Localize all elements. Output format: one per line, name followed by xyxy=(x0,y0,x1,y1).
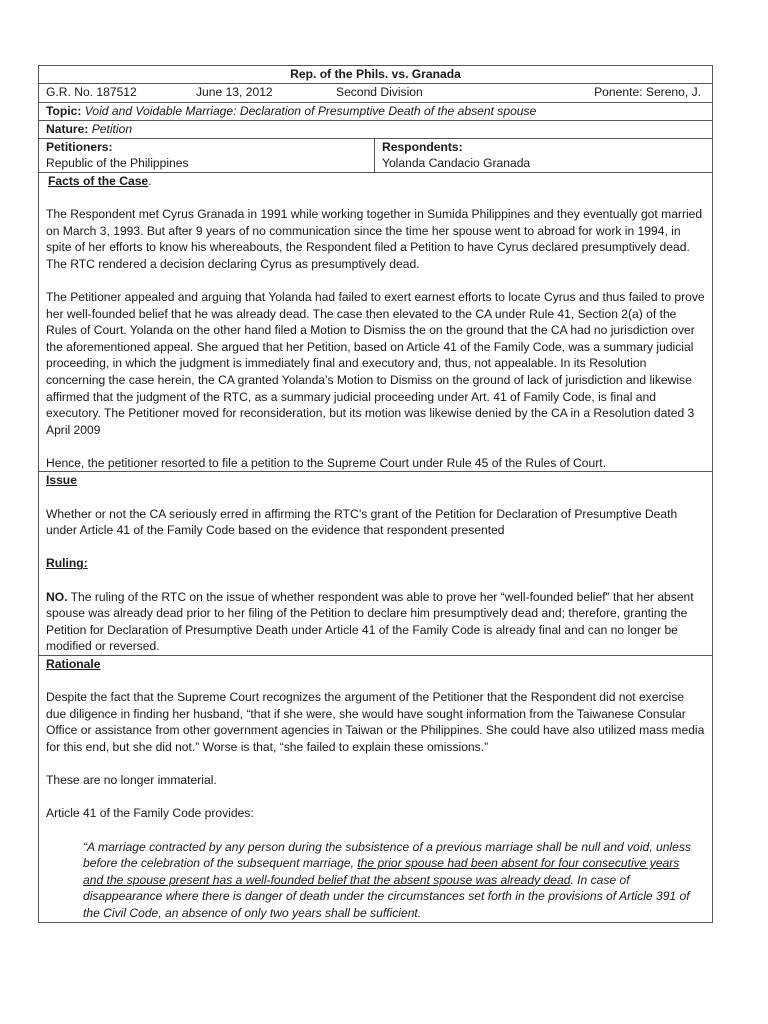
quote-underlined: the prior spouse had been absent for four consecutive years and the spouse present has a well-founded belief that the absent spouse was already dead xyxy=(83,856,680,887)
rationale-section xyxy=(39,656,713,923)
facts-paragraph-2: The Petitioner appealed and arguing that Yolanda had failed to exert earnest efforts to locate Cyrus and thus failed to prove her well-founded belief that he was already dead. The case then elevated to the CA under Rule 41, Section 2(a) of the Rules of Court. Yolanda on the other hand filed a Motion to Dismiss the on the ground that the CA had no jurisdiction over the aforementioned appeal. She argued that her Petition, based on Article 41 of the Family Code, was a summary judicial proceeding, in which the judgment is immediately final and executory and, thus, not appealable. In its Resolution concerning the case herein, the CA granted Yolanda’s Motion to Dismiss on the ground of lack of jurisdiction and likewise affirmed that the judgment of the RTC, as a summary judicial proceeding under Art. 41 of Family Code, is final and executory. The Petitioner moved for reconsideration, but its motion was likewise denied by the CA in a Resolution dated 3 April 2009 xyxy=(46,289,705,437)
decision-date: June 13, 2012 xyxy=(196,84,273,99)
facts-heading-suffix: . xyxy=(148,173,152,188)
nature-row xyxy=(39,120,713,138)
quote-part-a: “A marriage contracted by any person during the subsistence of a previous marriage shall be null and void, unless before the celebration of the subsequent marriage, xyxy=(83,839,691,871)
title-row xyxy=(39,66,713,84)
rationale-paragraph-3: Article 41 of the Family Code provides: xyxy=(46,806,254,821)
issue-section xyxy=(39,472,713,656)
nature-value: Petition xyxy=(91,121,133,136)
ruling-text xyxy=(46,589,705,655)
petitioners-cell xyxy=(39,138,375,172)
meta-row xyxy=(39,83,713,102)
article-41-quote xyxy=(83,839,701,922)
rationale-heading: Rationale xyxy=(46,657,101,671)
respondents-label: Respondents: xyxy=(382,139,463,154)
ruling-lead: NO. xyxy=(46,589,68,604)
facts-row xyxy=(39,172,713,472)
topic-label: Topic: xyxy=(46,103,82,118)
facts-heading: Facts of the Case xyxy=(48,173,149,188)
case-digest-table xyxy=(38,65,713,923)
ruling-body: The ruling of the RTC on the issue of whether respondent was able to prove her “well-founded belief” that her absent spouse was already dead prior to her filing of the Petition to declare him presumptively dead and; therefore, granting the Petition for Declaration of Presumptive Death under Article 41 of the Family Code is already final and can no longer be modified or reversed. xyxy=(46,589,694,654)
respondents-cell xyxy=(375,138,713,172)
case-digest-page xyxy=(38,65,712,923)
topic-row xyxy=(39,102,713,120)
topic-value: Void and Voidable Marriage: Declaration of Presumptive Death of the absent spouse xyxy=(84,103,537,118)
parties-row xyxy=(39,138,713,172)
rationale-row xyxy=(39,656,713,923)
rationale-paragraph-2: These are no longer immaterial. xyxy=(46,773,217,788)
nature-label: Nature: xyxy=(46,121,89,136)
facts-section xyxy=(39,172,713,472)
division: Second Division xyxy=(336,84,423,99)
respondents-value: Yolanda Candacio Granada xyxy=(382,156,531,171)
quote-part-c: . In case of disappearance where there is danger of death under the circumstances set forth in the provisions of Article 391 of the Civil Code, an absence of only two years shall be sufficient. xyxy=(83,872,690,920)
case-title: Rep. of the Phils. vs. Granada xyxy=(39,66,713,84)
petitioners-label: Petitioners: xyxy=(46,139,113,154)
facts-paragraph-3: Hence, the petitioner resorted to file a petition to the Supreme Court under Rule 45 of the Rules of Court. xyxy=(46,455,606,470)
issue-row xyxy=(39,472,713,656)
rationale-paragraph-1: Despite the fact that the Supreme Court recognizes the argument of the Petitioner that the Respondent did not exercise due diligence in finding her husband, “that if she were, she would have sought information from the Taiwanese Consular Office or assistance from other government agencies in Taiwan or the Philippines. She could have also utilized mass media for this end, but she did not.” Worse is that, “she failed to explain these omissions.” xyxy=(46,690,705,754)
gr-number: G.R. No. 187512 xyxy=(46,84,137,99)
ponente: Ponente: Sereno, J. xyxy=(594,84,702,99)
issue-text: Whether or not the CA seriously erred in affirming the RTC’s grant of the Petition for Declaration of Presumptive Death under Article 41 of the Family Code based on the evidence that respondent presented xyxy=(46,506,678,538)
facts-heading-line xyxy=(46,173,705,190)
facts-paragraph-1: The Respondent met Cyrus Granada in 1991 while working together in Sumida Philippines and they eventually got married on March 3, 1993. But after 9 years of no communication since the time her spouse went to abroad for work in 1994, in spite of her efforts to know his whereabouts, the Respondent filed a Petition to have Cyrus declared presumptively dead. The RTC rendered a decision declaring Cyrus as presumptively dead. xyxy=(46,206,703,271)
case-meta xyxy=(46,84,705,101)
ruling-heading: Ruling: xyxy=(46,556,88,571)
petitioners-value: Republic of the Philippines xyxy=(46,156,189,171)
issue-heading: Issue xyxy=(46,473,77,488)
